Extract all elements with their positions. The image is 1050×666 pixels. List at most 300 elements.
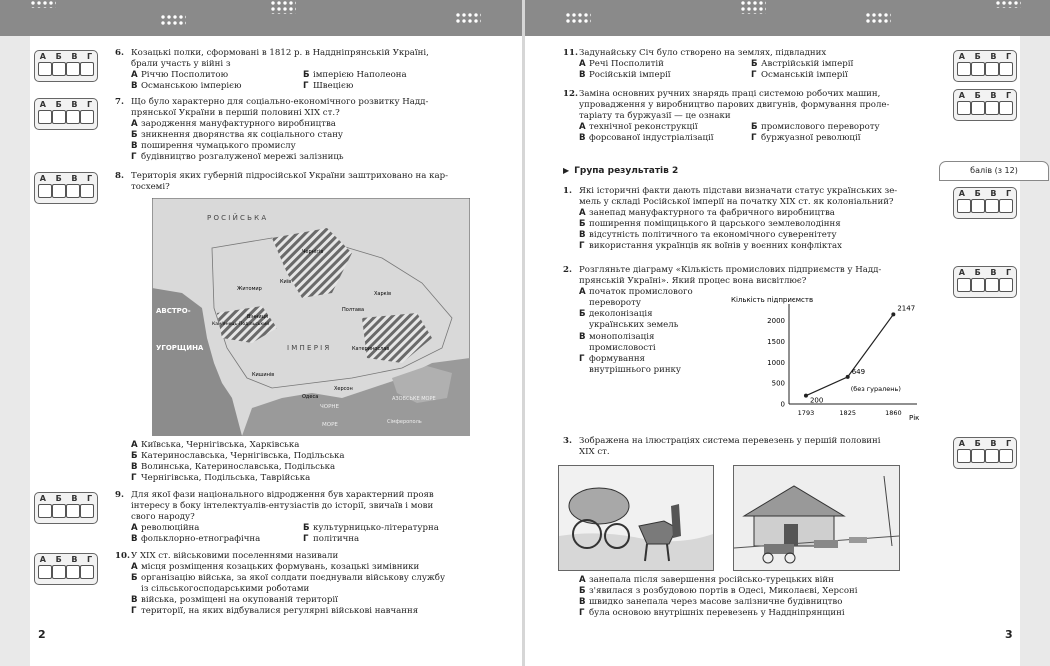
answer-letter: Г [87, 494, 93, 503]
play-triangle-icon: ▶ [563, 166, 570, 175]
option-letter: А [131, 562, 138, 573]
chart-annotation: (без гуралень) [850, 384, 901, 393]
ox-cart-drawing [559, 466, 713, 570]
question-number: 1. [563, 186, 572, 196]
option-letter: А [579, 575, 586, 585]
option-letter: А [131, 523, 138, 534]
question-number: 11. [563, 48, 578, 58]
y-tick-label: 500 [771, 379, 785, 388]
answer-letter: А [958, 189, 965, 198]
illustration-wagon-train [733, 465, 900, 571]
option-letter: Б [131, 573, 138, 584]
answer-letter: А [958, 52, 965, 61]
answer-box[interactable] [34, 553, 98, 585]
answer-cell[interactable] [957, 62, 971, 76]
map-label: Чернігів [302, 249, 324, 255]
header-bar [0, 0, 525, 36]
option-letter: Г [131, 473, 137, 484]
answer-cell[interactable] [971, 199, 985, 213]
map-label: Житомир [237, 286, 262, 292]
option-letter: А [131, 119, 138, 130]
option-text: революційна [141, 523, 200, 534]
answer-cell[interactable] [66, 565, 80, 579]
answer-letter: А [39, 100, 46, 109]
option-text: політична [313, 534, 360, 545]
right-page [525, 0, 1050, 666]
score-box: балів (з 12) [939, 161, 1049, 181]
data-point [891, 312, 895, 316]
chart-svg [731, 292, 931, 428]
option-text: промисловості [589, 342, 656, 353]
map-label: Харків [374, 291, 392, 297]
answer-letter: Г [87, 100, 93, 109]
option-text: Речі Посполитій [589, 59, 664, 70]
series-line [806, 314, 893, 395]
right-margin [1020, 36, 1050, 666]
option-letter: Б [303, 523, 310, 534]
answer-letter: В [990, 189, 997, 198]
option-text: використання українців як воїнів у воєнних конфліктах [589, 241, 843, 252]
page-number: 3 [1005, 628, 1013, 641]
option-text: організацію війська, за якої солдати поєднували військову службу [141, 573, 446, 584]
option-text: внутрішнього ринку [589, 364, 681, 375]
group-title-text: Група результатів 2 [574, 166, 679, 176]
option-text: Австрійській імперії [761, 59, 854, 70]
option-text: території, на яких відбувалися регулярні військові навчання [141, 606, 419, 617]
answer-box[interactable] [953, 437, 1017, 469]
option-text: поширення поміщицького й царського землеволодіння [589, 219, 841, 230]
option-letter: Б [751, 59, 758, 70]
option-text: поширення чумацького промислу [141, 141, 296, 152]
dot-pattern [740, 0, 766, 14]
map-label: Вінниця [247, 314, 269, 320]
option-letter: А [579, 59, 586, 70]
answer-letter: Г [1006, 189, 1012, 198]
data-label: 649 [851, 367, 866, 376]
answer-cell[interactable] [80, 504, 94, 518]
option-letter: Г [131, 152, 137, 163]
option-text: зародження мануфактурного виробництва [141, 119, 336, 130]
dot-pattern [30, 0, 56, 8]
question-text: прянської України в першій половині XIX ст.? [131, 108, 340, 119]
answer-letters [954, 90, 1016, 101]
answer-cells [35, 184, 97, 198]
answer-letter: А [958, 439, 965, 448]
dot-pattern [160, 14, 186, 26]
question-number: 3. [563, 436, 572, 446]
answer-letter: Г [1006, 52, 1012, 61]
answer-cell[interactable] [985, 62, 999, 76]
option-letter: В [579, 70, 586, 81]
question-text: Територія яких губерній підросійської України заштриховано на кар- [131, 171, 449, 181]
data-label: 2147 [897, 304, 916, 313]
answer-letter: Б [55, 52, 62, 61]
answer-letter: Б [974, 268, 981, 277]
question-8 [115, 171, 515, 193]
map-svg [152, 198, 470, 436]
answer-letter: А [39, 555, 46, 564]
answer-letter: Г [1006, 439, 1012, 448]
option-text: будівництво розгалуженої мережі залізниць [141, 152, 344, 163]
question-text: свого народу? [131, 512, 195, 523]
option-text: місця розміщення козацьких формувань, козацькі зимівники [141, 562, 420, 573]
answer-letters [954, 267, 1016, 278]
answer-cells [35, 62, 97, 76]
answer-cell[interactable] [52, 62, 66, 76]
answer-cell[interactable] [971, 101, 985, 115]
option-text: занепад мануфактурного та фабричного виробництва [589, 208, 835, 219]
option-letter: Г [303, 534, 309, 545]
option-text: фольклорно-етнографічна [141, 534, 261, 545]
answer-box[interactable] [34, 492, 98, 524]
map-label: Київ [280, 279, 292, 285]
y-tick-label: 2000 [767, 317, 785, 326]
historical-map [152, 198, 470, 436]
dot-pattern [995, 0, 1021, 8]
answer-letters [35, 51, 97, 62]
answer-letter: Г [87, 52, 93, 61]
option-letter: Г [579, 353, 585, 364]
option-text: буржуазної революції [761, 133, 861, 144]
y-tick-label: 0 [780, 400, 785, 409]
option-letter: Б [751, 122, 758, 133]
option-text: монополізація [589, 331, 655, 342]
question-number: 9. [115, 490, 124, 500]
answer-letter: Г [1006, 268, 1012, 277]
map-label: УГОРЩИНА [156, 344, 204, 352]
answer-letter: В [71, 174, 78, 183]
map-label: Одеса [302, 394, 319, 400]
option-letter: Б [131, 451, 138, 462]
option-text: перевороту [589, 298, 641, 309]
question-text: Розгляньте діаграму «Кількість промислових підприємств у Надд- [579, 265, 882, 275]
wagon-train-drawing [734, 466, 899, 570]
y-tick-label: 1000 [767, 358, 785, 367]
answer-cells [954, 62, 1016, 76]
answer-letter: Б [974, 52, 981, 61]
option-text: формування [589, 353, 645, 364]
answer-letters [35, 554, 97, 565]
group-question-1 [563, 186, 953, 253]
option-letter: В [131, 81, 138, 92]
answer-letters [954, 188, 1016, 199]
answer-cell[interactable] [957, 278, 971, 292]
chart-xlabel: Рік [909, 414, 920, 422]
answer-letters [954, 438, 1016, 449]
answer-cells [35, 504, 97, 518]
map-label: Кам'янець-Подільський [212, 322, 270, 327]
answer-letters [35, 173, 97, 184]
answer-cell[interactable] [66, 504, 80, 518]
question-number: 7. [115, 97, 124, 107]
answer-cell[interactable] [957, 199, 971, 213]
question-text: брали участь у війні з [131, 59, 231, 70]
map-label: І М П Е Р І Я [287, 344, 330, 352]
question-text: прянській Україні». Який процес вона висвітлює? [579, 276, 807, 287]
option-text: Катеринославська, Чернігівська, Подільська [141, 451, 345, 462]
answer-letter: Б [55, 555, 62, 564]
line-chart [731, 292, 931, 428]
answer-cell[interactable] [999, 278, 1013, 292]
map-label: АЗОВСЬКЕ МОРЕ [392, 396, 436, 402]
answer-cell[interactable] [80, 565, 94, 579]
option-text: Чернігівська, Подільська, Таврійська [141, 473, 311, 484]
option-letter: Г [303, 81, 309, 92]
data-point [846, 375, 850, 379]
option-text: культурницько-літературна [313, 523, 439, 534]
question-text: тосхемі? [131, 182, 170, 193]
option-text: Османською імперією [141, 81, 242, 92]
option-letter: В [579, 133, 586, 144]
answer-letters [35, 99, 97, 110]
option-letter: В [579, 331, 586, 342]
dot-pattern [865, 12, 891, 24]
option-letter: Г [579, 608, 585, 619]
answer-box[interactable] [953, 266, 1017, 298]
answer-cell[interactable] [999, 101, 1013, 115]
answer-letter: В [71, 494, 78, 503]
question-text: У XIX ст. військовими поселеннями називали [131, 551, 339, 561]
map-label: Херсон [334, 386, 353, 392]
option-text: занепала після завершення російсько-турецьких війн [589, 575, 834, 585]
answer-cell[interactable] [38, 504, 52, 518]
question-number: 10. [115, 551, 130, 561]
question-6 [115, 48, 515, 92]
question-11 [563, 48, 953, 81]
answer-cell[interactable] [52, 504, 66, 518]
answer-cell[interactable] [985, 101, 999, 115]
option-text: деколонізація [589, 309, 653, 320]
answer-box[interactable] [34, 50, 98, 82]
option-letter: А [579, 208, 586, 219]
answer-cell[interactable] [985, 199, 999, 213]
answer-cell[interactable] [999, 199, 1013, 213]
dot-pattern [565, 12, 591, 24]
option-letter: Г [131, 606, 137, 617]
answer-cell[interactable] [52, 184, 66, 198]
answer-box[interactable] [34, 98, 98, 130]
option-letter: Б [579, 219, 586, 230]
option-text: Київська, Чернігівська, Харківська [141, 440, 300, 450]
question-text: Козацькі полки, сформовані в 1812 р. в Наддніпрянській Україні, [131, 48, 429, 58]
answer-cell[interactable] [985, 278, 999, 292]
question-10 [115, 551, 515, 618]
answer-cell[interactable] [957, 101, 971, 115]
answer-cell[interactable] [971, 278, 985, 292]
answer-letter: Г [87, 174, 93, 183]
answer-cells [954, 101, 1016, 115]
option-letter: Б [579, 309, 586, 320]
map-label: Сімферополь [387, 419, 422, 425]
option-letter: В [131, 462, 138, 473]
answer-letter: А [39, 52, 46, 61]
question-text: Які історичні факти дають підстави визначати статус українських зе- [579, 186, 898, 196]
answer-letter: В [990, 91, 997, 100]
answer-letter: В [71, 555, 78, 564]
option-text: початок промислового [589, 287, 693, 298]
question-text: упровадження у виробництво парових двигунів, формування проле- [579, 100, 890, 111]
question-number: 12. [563, 89, 578, 99]
answer-letter: Б [55, 494, 62, 503]
option-letter: Г [751, 133, 757, 144]
answer-letter: В [990, 439, 997, 448]
answer-cells [35, 110, 97, 124]
option-letter: Б [131, 130, 138, 141]
option-text: імперією Наполеона [313, 70, 407, 81]
answer-cells [954, 199, 1016, 213]
data-point [804, 394, 808, 398]
answer-cells [954, 449, 1016, 463]
answer-cell[interactable] [38, 110, 52, 124]
answer-letter: В [71, 100, 78, 109]
option-letter: В [131, 534, 138, 545]
option-text: Османській імперії [761, 70, 848, 81]
option-letter: Г [579, 241, 585, 252]
dot-pattern [270, 0, 296, 14]
answer-letter: Б [55, 174, 62, 183]
answer-letters [35, 493, 97, 504]
y-tick-label: 1500 [767, 337, 785, 346]
option-letter: А [131, 440, 138, 450]
question-text: мель у складі Російської імперії на початку XIX ст. як колоніальний? [579, 197, 894, 208]
option-text: українських земель [589, 320, 679, 331]
x-tick-label: 1860 [885, 409, 902, 417]
option-letter: Б [579, 586, 586, 597]
group-question-3 [563, 436, 953, 458]
answer-cell[interactable] [971, 62, 985, 76]
option-text: війська, розміщені на окупованій території [141, 595, 338, 606]
question-number: 8. [115, 171, 124, 181]
answer-cell[interactable] [80, 62, 94, 76]
answer-box[interactable] [953, 50, 1017, 82]
option-text: із сільськогосподарськими роботами [141, 584, 310, 595]
answer-cell[interactable] [52, 110, 66, 124]
question-number: 6. [115, 48, 124, 58]
option-text: форсованої індустріалізації [589, 133, 714, 144]
question-text: XIX ст. [579, 447, 610, 458]
answer-cell[interactable] [52, 565, 66, 579]
group-question-3-options [563, 575, 953, 619]
option-letter: Г [751, 70, 757, 81]
question-text: Задунайську Січ було створено на землях, підвладних [579, 48, 827, 58]
answer-cell[interactable] [971, 449, 985, 463]
option-text: зникнення дворянства як соціального стану [141, 130, 343, 141]
answer-letter: Б [974, 91, 981, 100]
answer-cell[interactable] [999, 449, 1013, 463]
option-letter: А [579, 122, 586, 133]
answer-cell[interactable] [38, 62, 52, 76]
answer-letter: Г [1006, 91, 1012, 100]
answer-letter: А [39, 494, 46, 503]
option-letter: Б [303, 70, 310, 81]
question-text: інтересу в боку інтелектуалів-ентузіастів до історії, звичаїв і мови [131, 501, 434, 512]
answer-cell[interactable] [999, 62, 1013, 76]
dot-pattern [455, 12, 481, 24]
answer-cell[interactable] [80, 184, 94, 198]
answer-letter: В [990, 52, 997, 61]
option-text: технічної реконструкції [589, 122, 698, 133]
answer-letter: В [990, 268, 997, 277]
map-label: Катеринослав [352, 346, 390, 352]
option-letter: В [579, 597, 586, 608]
answer-cell[interactable] [66, 184, 80, 198]
question-8-options [115, 440, 515, 484]
illustration-ox-cart [558, 465, 714, 571]
answer-letter: А [39, 174, 46, 183]
option-text: промислового перевороту [761, 122, 880, 133]
answer-cell[interactable] [66, 62, 80, 76]
answer-cell[interactable] [957, 449, 971, 463]
question-text: Заміна основних ручних знарядь праці системою робочих машин, [579, 89, 881, 99]
answer-letters [954, 51, 1016, 62]
answer-box[interactable] [34, 172, 98, 204]
data-label: 200 [809, 396, 824, 405]
answer-cells [35, 565, 97, 579]
answer-box[interactable] [953, 89, 1017, 121]
answer-cell[interactable] [38, 565, 52, 579]
option-text: з'явилася з розбудовою портів в Одесі, Миколаєві, Херсоні [589, 586, 858, 597]
option-text: Російській імперії [589, 70, 671, 81]
question-text: таріату та буржуазії — це ознаки [579, 111, 731, 122]
option-text: відсутність політичного та економічного суверенітету [589, 230, 837, 241]
x-tick-label: 1793 [797, 409, 815, 417]
left-margin [0, 36, 30, 666]
answer-letter: А [958, 268, 965, 277]
option-text: Річчю Посполитою [141, 70, 229, 81]
chart-ylabel: Кількість підприємств [731, 296, 814, 304]
map-label: МОРЕ [322, 422, 338, 428]
map-label: Р О С І Й С Ь К А [207, 214, 267, 222]
option-letter: В [579, 230, 586, 241]
answer-letter: Б [974, 439, 981, 448]
answer-letter: Г [87, 555, 93, 564]
answer-letter: А [958, 91, 965, 100]
header-bar [525, 0, 1050, 36]
answer-letter: В [71, 52, 78, 61]
answer-cell[interactable] [985, 449, 999, 463]
question-7 [115, 97, 515, 164]
question-9 [115, 490, 515, 545]
answer-cells [954, 278, 1016, 292]
group-title [563, 166, 678, 176]
x-tick-label: 1825 [839, 409, 856, 417]
question-number: 2. [563, 265, 572, 275]
question-12 [563, 89, 953, 144]
answer-cell[interactable] [80, 110, 94, 124]
map-label: ЧОРНЕ [320, 404, 340, 410]
answer-letter: Б [55, 100, 62, 109]
option-letter: В [131, 595, 138, 606]
option-text: Швецією [313, 81, 354, 92]
option-text: Волинська, Катеринославська, Подільська [141, 462, 336, 473]
map-label: АВСТРО- [156, 307, 191, 315]
option-letter: В [131, 141, 138, 152]
answer-cell[interactable] [66, 110, 80, 124]
option-text: була основою внутрішніх перевезень у Наддніпрянщині [589, 608, 845, 619]
answer-box[interactable] [953, 187, 1017, 219]
map-label: Кишинів [252, 372, 275, 378]
option-letter: А [131, 70, 138, 81]
option-letter: А [579, 287, 586, 298]
question-text: Що було характерно для соціально-економічного розвитку Надд- [131, 97, 429, 107]
option-text: швидко занепала через масове залізничне будівництво [589, 597, 843, 608]
page-number: 2 [38, 628, 46, 641]
question-text: Для якої фази національного відродження був характерний прояв [131, 490, 434, 500]
answer-cell[interactable] [38, 184, 52, 198]
map-label: Полтава [342, 307, 365, 313]
question-text: Зображена на ілюстраціях система перевезень у першій половині [579, 436, 881, 446]
answer-letter: Б [974, 189, 981, 198]
